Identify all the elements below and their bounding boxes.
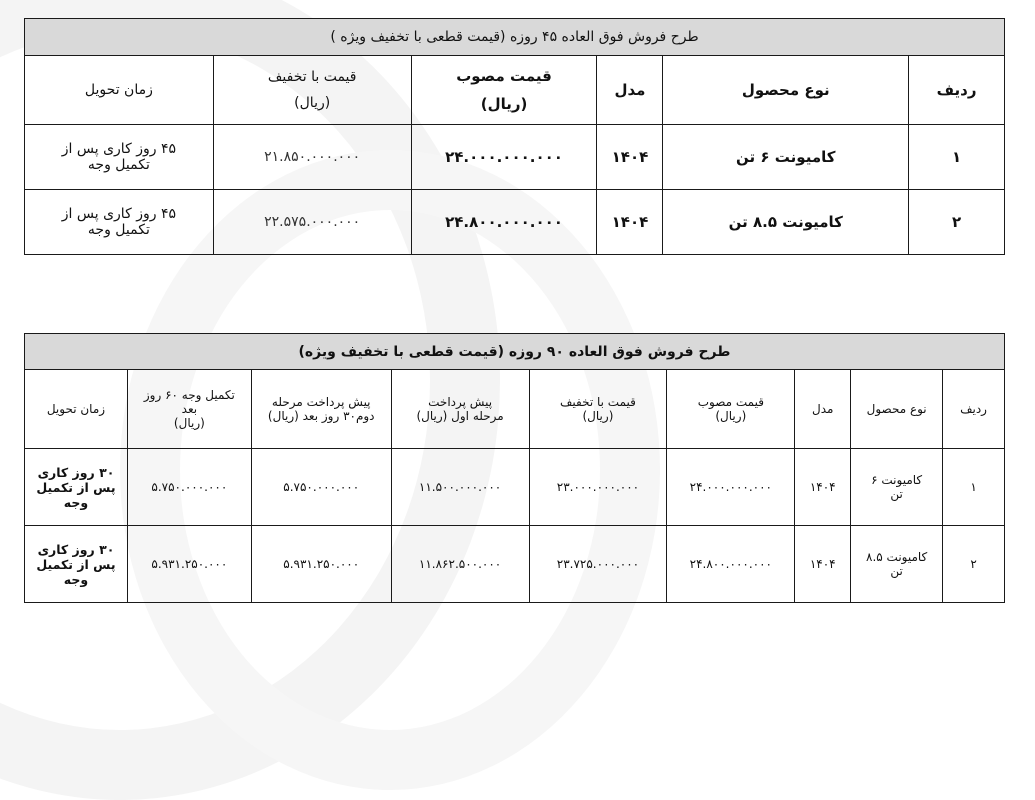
table-row — [25, 449, 1005, 526]
header-discount-price — [529, 370, 667, 449]
header-approved-price — [667, 370, 795, 449]
cell-model: ۱۴۰۴ — [795, 526, 851, 603]
discount-price-value: ۲۲.۵۷۵.۰۰۰.۰۰۰ — [264, 214, 361, 230]
header-final-payment-line-3: (ریال) — [173, 416, 205, 430]
prepayment-stage-1-value: ۱۱.۸۶۲.۵۰۰.۰۰۰ — [418, 557, 502, 571]
delivery-line-1: ۳۰ روز کاری — [37, 464, 115, 480]
cell-product-type — [851, 526, 943, 603]
cell-product-type: کامیونت ۶ تن — [663, 125, 909, 190]
cell-final-payment — [127, 449, 251, 526]
header-prepayment-stage-1-line-1: پیش پرداخت — [428, 395, 493, 409]
cell-prepayment-stage-1 — [391, 526, 529, 603]
sales-plan-45-day-table — [24, 18, 1005, 255]
header-prepayment-stage-1-line-2: مرحله اول (ریال) — [416, 409, 504, 423]
header-approved-price — [411, 56, 597, 125]
header-final-payment — [127, 370, 251, 449]
header-delivery-time: زمان تحویل — [25, 56, 214, 125]
cell-discount-price — [213, 125, 411, 190]
cell-model: ۱۴۰۴ — [597, 190, 663, 255]
cell-final-payment — [127, 526, 251, 603]
delivery-line-3: وجه — [63, 571, 89, 587]
cell-product-type — [851, 449, 943, 526]
table-row — [25, 125, 1005, 190]
approved-price-value: ۲۴.۸۰۰.۰۰۰.۰۰۰ — [445, 213, 563, 231]
header-approved-price-label: قیمت مصوب — [697, 395, 764, 409]
header-final-payment-line-1: تکمیل وجه ۶۰ روز — [143, 388, 235, 402]
cell-discount-price — [529, 526, 667, 603]
final-payment-value: ۵.۹۳۱.۲۵۰.۰۰۰ — [151, 557, 228, 571]
product-line-2: تن — [890, 564, 903, 578]
discount-price-value: ۲۱.۸۵۰.۰۰۰.۰۰۰ — [264, 149, 361, 165]
cell-row-number: ۱ — [943, 449, 1005, 526]
cell-model: ۱۴۰۴ — [597, 125, 663, 190]
cell-row-number: ۱ — [909, 125, 1005, 190]
cell-approved-price — [667, 526, 795, 603]
product-line-1: کامیونت ۸.۵ — [866, 550, 928, 564]
header-approved-price-label: قیمت مصوب — [456, 67, 552, 85]
table-row — [25, 526, 1005, 603]
cell-row-number: ۲ — [943, 526, 1005, 603]
header-product-type: نوع محصول — [663, 56, 909, 125]
header-discount-price — [213, 56, 411, 125]
table-title: طرح فروش فوق العاده ۹۰ روزه (قیمت قطعی با تخفیف ویژه) — [25, 334, 1005, 370]
header-final-payment-line-2: بعد — [181, 402, 198, 416]
header-prepayment-stage-2 — [251, 370, 391, 449]
cell-approved-price — [411, 125, 597, 190]
prepayment-stage-1-value: ۱۱.۵۰۰.۰۰۰.۰۰۰ — [418, 480, 502, 494]
delivery-line-1: ۴۵ روز کاری پس از — [61, 141, 176, 157]
prepayment-stage-2-value: ۵.۷۵۰.۰۰۰.۰۰۰ — [283, 480, 360, 494]
header-approved-price-unit: (ریال) — [480, 95, 528, 113]
delivery-line-1: ۳۰ روز کاری — [37, 541, 115, 557]
delivery-line-2: تکمیل وجه — [87, 157, 150, 173]
approved-price-value: ۲۴.۸۰۰.۰۰۰.۰۰۰ — [689, 557, 772, 571]
cell-discount-price — [529, 449, 667, 526]
header-model: مدل — [795, 370, 851, 449]
cell-prepayment-stage-2 — [251, 449, 391, 526]
cell-delivery-time — [25, 125, 214, 190]
approved-price-value: ۲۴.۰۰۰.۰۰۰.۰۰۰ — [689, 480, 772, 494]
prepayment-stage-2-value: ۵.۹۳۱.۲۵۰.۰۰۰ — [283, 557, 360, 571]
cell-row-number: ۲ — [909, 190, 1005, 255]
cell-delivery-time — [25, 190, 214, 255]
approved-price-value: ۲۴.۰۰۰.۰۰۰.۰۰۰ — [445, 148, 563, 166]
header-approved-price-unit: (ریال) — [715, 409, 747, 423]
cell-prepayment-stage-2 — [251, 526, 391, 603]
sales-plan-90-day-table — [24, 333, 1005, 603]
discount-price-value: ۲۳.۰۰۰.۰۰۰.۰۰۰ — [556, 480, 640, 494]
header-product-type: نوع محصول — [851, 370, 943, 449]
header-discount-price-label: قیمت با تخفیف — [267, 69, 357, 85]
delivery-line-1: ۴۵ روز کاری پس از — [61, 206, 176, 222]
product-line-1: کامیونت ۶ — [871, 473, 923, 487]
final-payment-value: ۵.۷۵۰.۰۰۰.۰۰۰ — [151, 480, 228, 494]
cell-delivery-time — [25, 449, 128, 526]
cell-prepayment-stage-1 — [391, 449, 529, 526]
product-line-2: تن — [890, 487, 903, 501]
table-row — [25, 190, 1005, 255]
header-prepayment-stage-2-line-2: دوم۳۰ روز بعد (ریال) — [267, 409, 375, 423]
cell-approved-price — [411, 190, 597, 255]
header-discount-price-unit: (ریال) — [582, 409, 614, 423]
header-discount-price-label: قیمت با تخفیف — [559, 395, 636, 409]
header-prepayment-stage-2-line-1: پیش پرداخت مرحله — [271, 395, 371, 409]
header-row-number: ردیف — [909, 56, 1005, 125]
cell-delivery-time — [25, 526, 128, 603]
header-delivery-time: زمان تحویل — [25, 370, 128, 449]
header-row-number: ردیف — [943, 370, 1005, 449]
header-prepayment-stage-1 — [391, 370, 529, 449]
cell-model: ۱۴۰۴ — [795, 449, 851, 526]
delivery-line-2: پس از تکمیل — [36, 556, 116, 572]
discount-price-value: ۲۳.۷۲۵.۰۰۰.۰۰۰ — [556, 557, 640, 571]
cell-product-type: کامیونت ۸.۵ تن — [663, 190, 909, 255]
header-model: مدل — [597, 56, 663, 125]
cell-approved-price — [667, 449, 795, 526]
delivery-line-2: پس از تکمیل — [36, 479, 116, 495]
table-title: طرح فروش فوق العاده ۴۵ روزه (قیمت قطعی با تخفیف ویژه ) — [25, 19, 1005, 56]
delivery-line-2: تکمیل وجه — [87, 222, 150, 238]
cell-discount-price — [213, 190, 411, 255]
header-discount-price-unit: (ریال) — [294, 95, 331, 111]
delivery-line-3: وجه — [63, 494, 89, 510]
